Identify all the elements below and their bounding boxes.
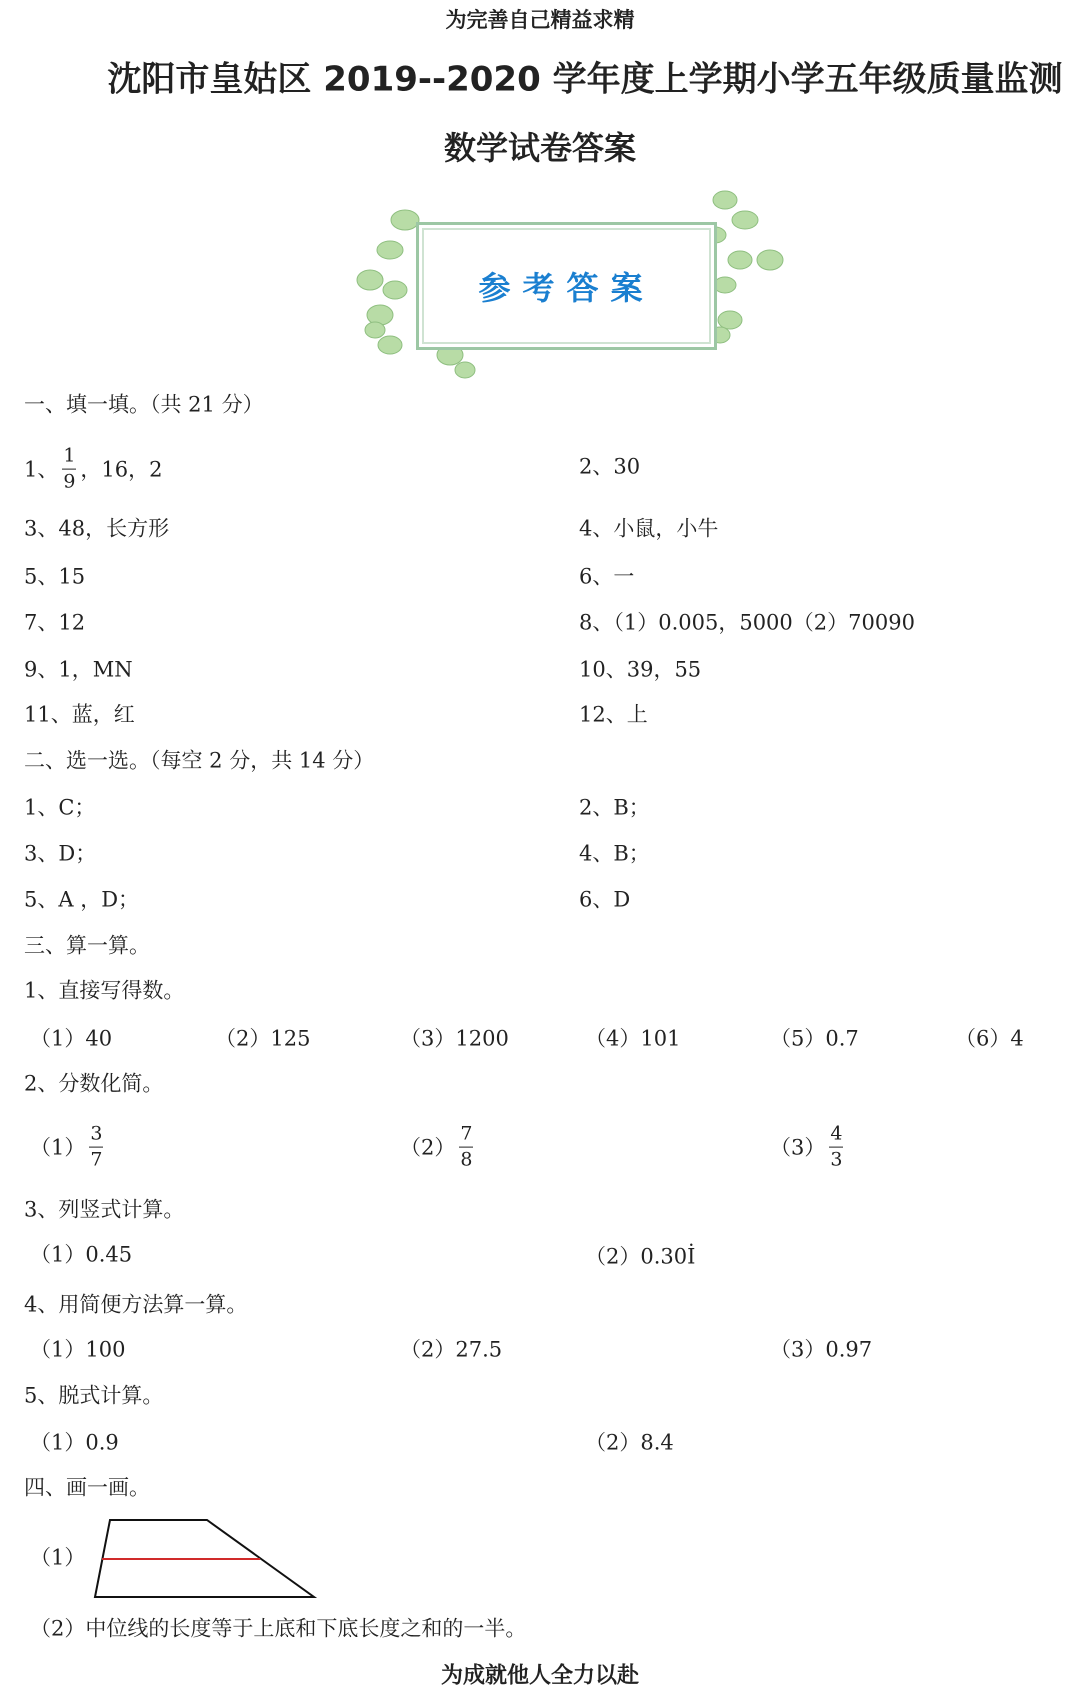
label: （3） <box>770 1136 826 1160</box>
answer-3-3-1: （1）0.45 <box>30 1242 133 1267</box>
part-2-title: 2、分数化简。 <box>24 1071 164 1096</box>
numerator: 4 <box>830 1122 843 1145</box>
answer-1-11: 11、蓝，红 <box>24 702 135 727</box>
answer-1-12: 12、上 <box>579 702 648 727</box>
denominator: 7 <box>90 1148 103 1171</box>
answer-1-8: 8、（1）0.005，5000（2）70090 <box>579 610 915 635</box>
answer-3-5-1: （1）0.9 <box>30 1430 119 1455</box>
answer-2-5: 5、A ，D； <box>24 887 140 912</box>
fraction <box>62 446 76 493</box>
page-footer: 为成就他人全力以赴 <box>440 1662 639 1689</box>
page-title: 沈阳市皇姑区 2019--2020 学年度上学期小学五年级质量监测 <box>107 59 1063 100</box>
banner-text: 参考答案 <box>478 269 655 307</box>
answer-3-3-2: （2）0.30İ <box>585 1244 696 1269</box>
answer-1-2: 2、30 <box>579 454 641 479</box>
answer-3-1-4: （4）101 <box>585 1026 681 1051</box>
numerator: 3 <box>90 1122 103 1145</box>
page-header: 为完善自己精益求精 <box>445 7 635 32</box>
denominator: 3 <box>830 1148 843 1171</box>
trapezoid-drawing <box>90 1515 320 1605</box>
label: 1、 <box>24 458 59 482</box>
part-3-title: 3、列竖式计算。 <box>24 1197 185 1222</box>
answer-2-3: 3、D； <box>24 841 97 866</box>
answer-3-4-3: （3）0.97 <box>770 1337 873 1362</box>
answer-1-10: 10、39，55 <box>579 657 702 682</box>
answer-3-1-3: （3）1200 <box>400 1026 509 1051</box>
answer-1-7: 7、12 <box>24 610 86 635</box>
denominator: 8 <box>460 1148 473 1171</box>
fraction <box>829 1124 843 1171</box>
section-3-title: 三、算一算。 <box>24 933 150 958</box>
answer-3-1-5: （5）0.7 <box>770 1026 859 1051</box>
denominator: 9 <box>63 470 76 493</box>
answer-3-2-2 <box>400 1124 477 1171</box>
answer-3-1-6: （6）4 <box>955 1026 1024 1051</box>
answer-4-2: （2）中位线的长度等于上底和下底长度之和的一半。 <box>30 1616 527 1641</box>
fraction <box>89 1124 103 1171</box>
numerator: 1 <box>63 444 76 467</box>
answer-3-2-3 <box>770 1124 847 1171</box>
answer-1-1 <box>24 446 162 493</box>
part-5-title: 5、脱式计算。 <box>24 1383 164 1408</box>
answer-1-9: 9、1，MN <box>24 657 133 682</box>
answer-1-3: 3、48，长方形 <box>24 516 170 541</box>
section-4-title: 四、画一画。 <box>24 1475 150 1500</box>
answer-2-2: 2、B； <box>579 795 650 820</box>
label: （2） <box>400 1136 456 1160</box>
page-subtitle: 数学试卷答案 <box>443 129 636 167</box>
answer-2-4: 4、B； <box>579 841 650 866</box>
label: （1） <box>30 1136 86 1160</box>
answer-3-2-1 <box>30 1124 107 1171</box>
section-1-title: 一、填一填。（共 21 分） <box>24 392 264 417</box>
drawing-label: （1） <box>30 1545 86 1570</box>
answer-3-1-2: （2）125 <box>215 1026 311 1051</box>
answer-2-1: 1、C； <box>24 795 96 820</box>
fraction <box>459 1124 473 1171</box>
answer-3-5-2: （2）8.4 <box>585 1430 674 1455</box>
answer-3-4-2: （2）27.5 <box>400 1337 503 1362</box>
answer-banner <box>416 222 717 350</box>
part-4-title: 4、用简便方法算一算。 <box>24 1292 248 1317</box>
numerator: 7 <box>460 1122 473 1145</box>
answer-1-5: 5、15 <box>24 564 86 589</box>
answer-1-4: 4、小鼠，小牛 <box>579 516 719 541</box>
answer-text: ，16，2 <box>80 458 163 482</box>
answer-3-4-1: （1）100 <box>30 1337 126 1362</box>
answer-2-6: 6、D <box>579 887 631 912</box>
part-1-title: 1、直接写得数。 <box>24 978 185 1003</box>
answer-1-6: 6、一 <box>579 564 635 589</box>
section-2-title: 二、选一选。（每空 2 分，共 14 分） <box>24 748 375 773</box>
answer-3-1-1: （1）40 <box>30 1026 113 1051</box>
